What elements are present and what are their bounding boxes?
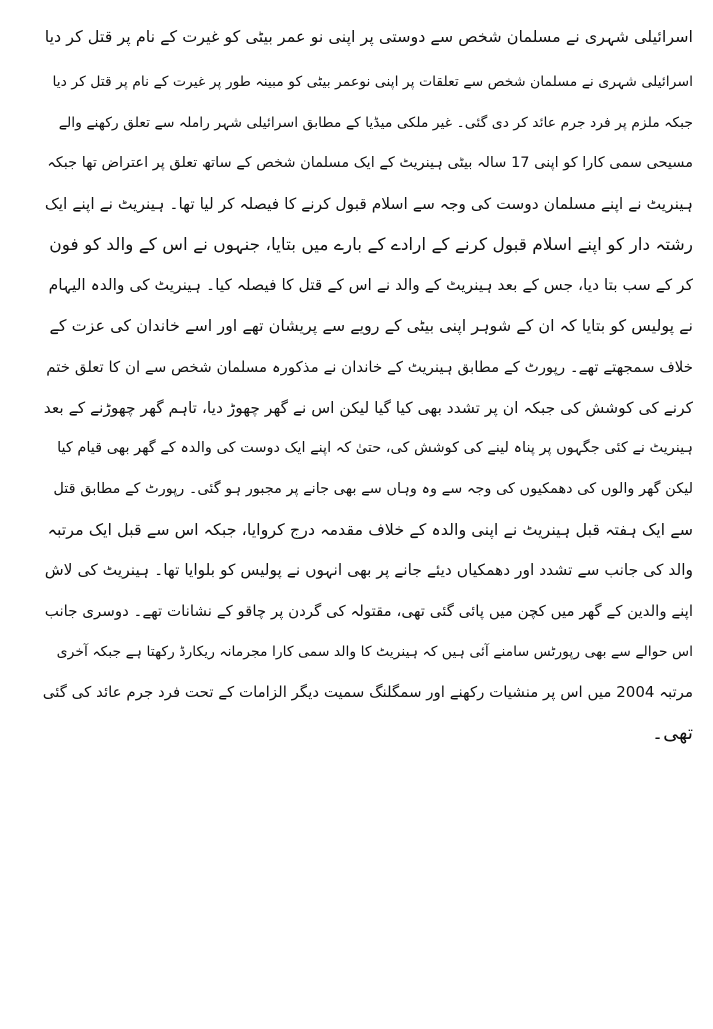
body-line: جبکہ ملزم پر فرد جرم عائد کر دی گئی۔ غیر ملکی میڈیا کے مطابق اسرائیلی شہر راملہ سے تعلق رکھنے والے	[58, 114, 693, 131]
body-line: سے ایک ہفتہ قبل ہینریٹ نے اپنی والدہ کے خلاف مقدمہ درج کروایا، جبکہ اس سے قبل ایک مرتبہ	[47, 519, 693, 539]
body-line: کرنے کی کوشش کی جبکہ ان پر تشدد بھی کیا گیا لیکن اس نے گھر چھوڑ دیا، تاہم گھر چھوڑنے کے بعد	[43, 398, 693, 417]
body-line: والد کی جانب سے تشدد اور دھمکیاں دیئے جانے پر بھی انہوں نے پولیس کو بلوایا تھا۔ ہینریٹ کی لاش	[44, 561, 693, 580]
body-line: مرتبہ 2004 میں اس پر منشیات رکھنے اور سمگلنگ سمیت دیگر الزامات کے تحت فرد جرم عائد کی گئی	[42, 683, 693, 702]
body-line: کر کے سب بتا دیا، جس کے بعد ہینریٹ کے والد نے اس کے قتل کا فیصلہ کیا۔ ہینریٹ کی والدہ الیہام	[48, 276, 693, 295]
body-line: اسرائیلی شہری نے مسلمان شخص سے تعلقات پر اپنی نوعمر بیٹی کو مبینہ طور پر غیرت کے نام پر قتل کر دیا	[52, 74, 693, 90]
body-line: لیکن گھر والوں کی دھمکیوں کی وجہ سے وہ وہاں سے بھی جانے پر مجبور ہو گئی۔ رپورٹ کے مطابق قتل	[53, 480, 693, 497]
body-line: تھی۔	[651, 722, 693, 744]
body-line: اس حوالے سے بھی رپورٹس سامنے آئی ہیں کہ ہینریٹ کا والد سمی کارا مجرمانہ ریکارڈ رکھتا ہے جبکہ آخری	[56, 643, 693, 660]
body-line: ہینریٹ نے کئی جگہوں پر پناہ لینے کی کوشش کی، حتیٰ کہ اپنے ایک دوست کی والدہ کے گھر بھی قیام کیا	[57, 440, 693, 457]
body-line: خلاف سمجھتے تھے۔ رپورٹ کے مطابق ہینریٹ کے خاندان نے مذکورہ مسلمان شخص سے ان کا تعلق ختم	[46, 357, 693, 376]
body-line: رشتہ دار کو اپنے اسلام قبول کرنے کے ارادے کے بارے میں بتایا، جنہوں نے اس کے والد کو فون	[49, 234, 693, 255]
body-line: اپنے والدین کے گھر میں کچن میں پائی گئی تھی، مقتولہ کی گردن پر چاقو کے نشانات تھے۔ دوسری جانب	[44, 601, 693, 620]
body-line: مسیحی سمی کارا کو اپنی 17 سالہ بیٹی ہینریٹ کے ایک مسلمان شخص کے ساتھ تعلق پر اعتراض تھا جبکہ	[47, 155, 693, 172]
article-body	[38, 62, 693, 754]
body-line: نے پولیس کو بتایا کہ ان کے شوہر اپنی بیٹی کے رویے سے پریشان تھے اور اسے خاندان کی عزت کے	[49, 316, 693, 336]
body-line: ہینریٹ نے اپنے مسلمان دوست کی وجہ سے اسلام قبول کرنے کا فیصلہ کر لیا تھا۔ ہینریٹ نے اپنے ایک	[44, 195, 693, 214]
article-headline: اسرائیلی شہری نے مسلمان شخص سے دوستی پر اپنی نو عمر بیٹی کو غیرت کے نام پر قتل کر دیا	[44, 27, 693, 46]
